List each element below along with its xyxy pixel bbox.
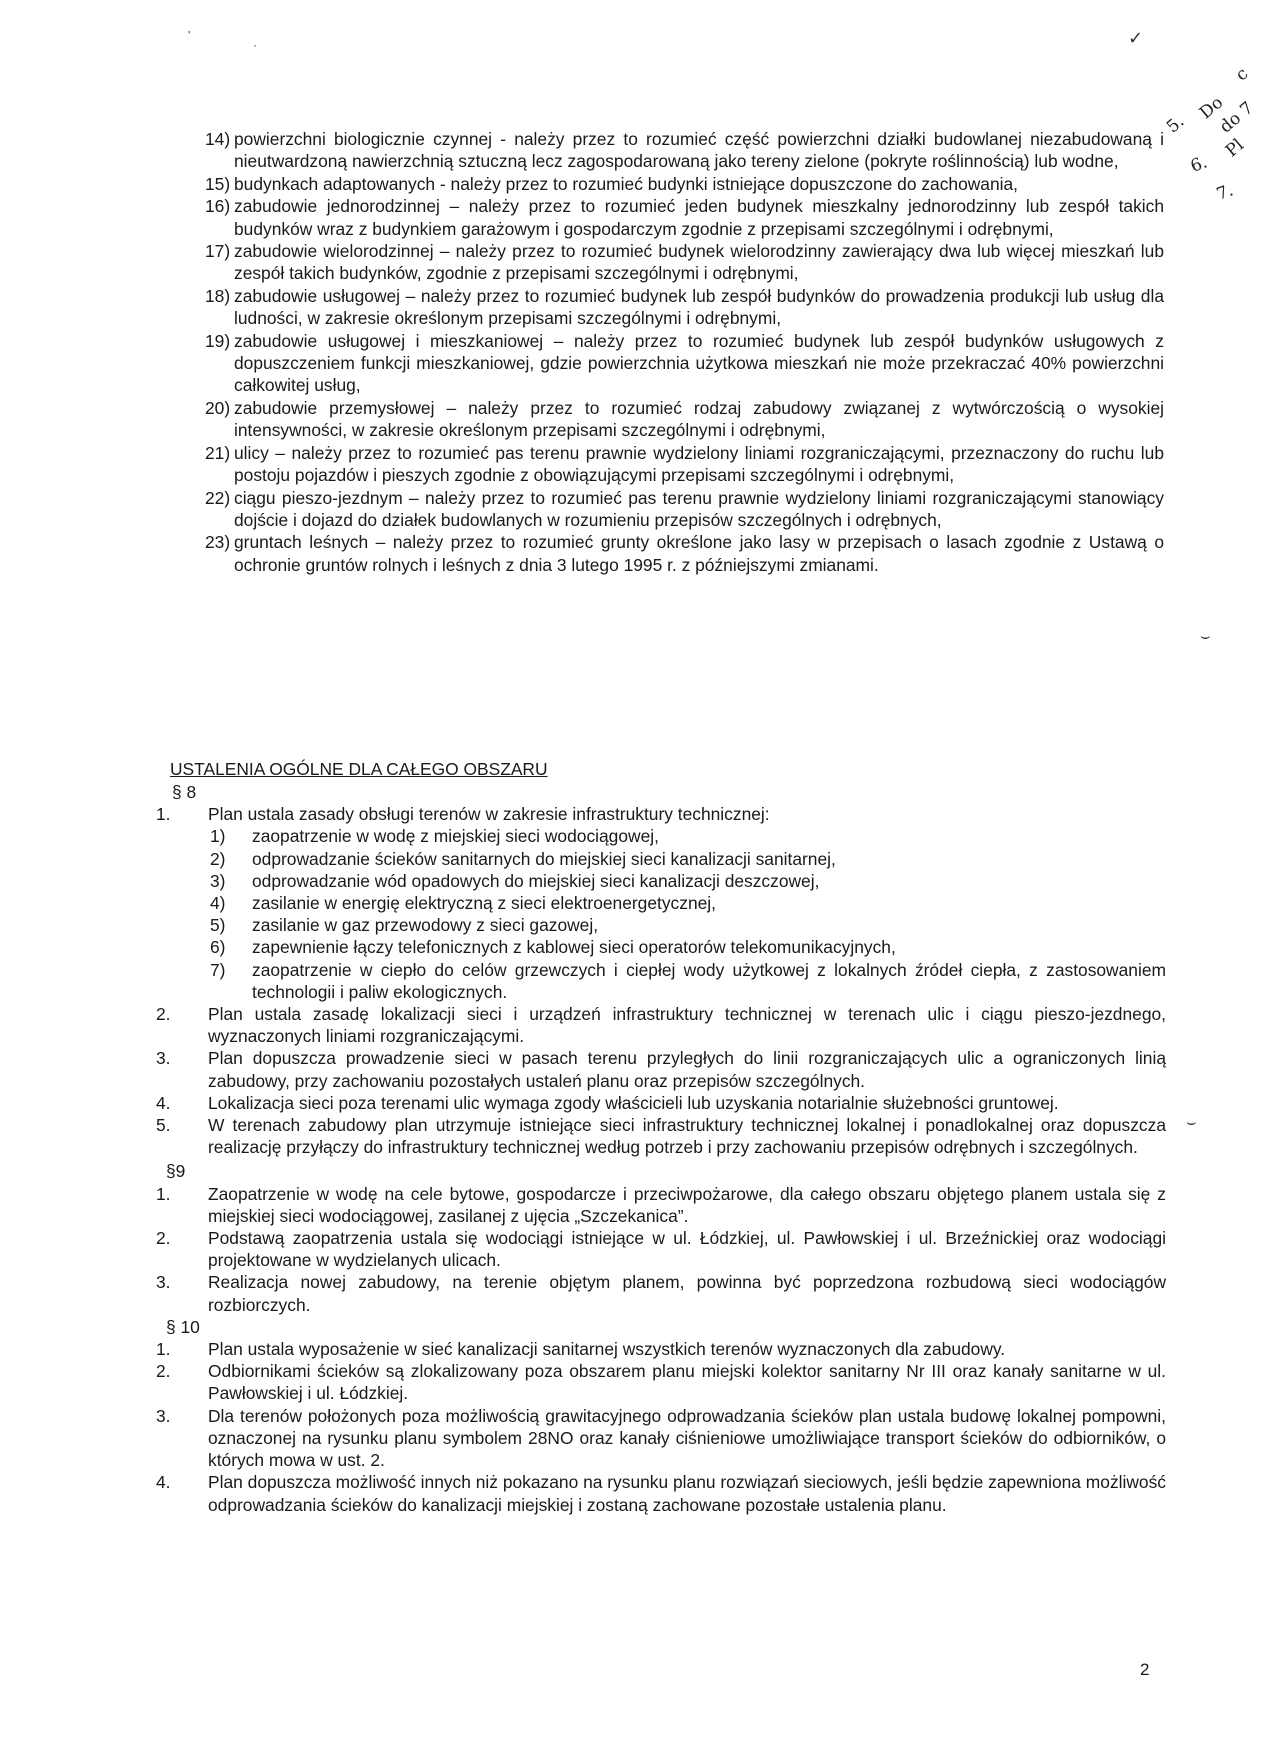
clause-number: 1.	[156, 1183, 171, 1204]
definition-item	[174, 442, 1164, 487]
clause-text: Podstawą zaopatrzenia ustala się wodociągi istniejące w ul. Łódzkiej, ul. Pawłowskiej i ul. Brzeźnickiej oraz wodociągi projektowane w wydzielanych ulicach.	[208, 1228, 1166, 1271]
clause-text: W terenach zabudowy plan utrzymuje istniejące sieci infrastruktury technicznej lokalnej i ponadlokalnej oraz dopuszcza realizację przyłączy do infrastruktury technicznej według potrzeb i przy zachowaniu przepisów odrębnych i szczególnych.	[208, 1115, 1166, 1158]
clause	[156, 1271, 1166, 1315]
clause-number: 3.	[156, 1405, 171, 1426]
sub-item-text: zasilanie w energię elektryczną z sieci elektroenergetycznej,	[252, 893, 716, 914]
sub-item-number: 7)	[210, 959, 226, 980]
margin-tick: ⌣	[1200, 628, 1211, 645]
sub-item-number: 1)	[210, 826, 226, 847]
clause-text: Plan ustala zasady obsługi terenów w zakresie infrastruktury technicznej:	[208, 804, 770, 825]
definition-item	[174, 240, 1164, 285]
item-text: ciągu pieszo-jezdnym – należy przez to rozumieć pas terenu prawnie wydzielony liniami rozgraniczającymi stanowiący dojście i dojazd do działek budowlanych w rozumieniu przepisów szczególnych i odrębnych,	[234, 487, 1164, 530]
scan-dot: ʹ	[188, 28, 191, 42]
sub-item-text: zaopatrzenie w ciepło do celów grzewczych i ciepłej wody użytkowej z lokalnych źródeł ciepła, z zastosowaniem technologii i paliw ekologicznych.	[252, 959, 1166, 1002]
clause-number: 2.	[156, 1228, 171, 1249]
margin-note: 5.	[1163, 111, 1189, 138]
clause	[156, 1003, 1166, 1047]
clause	[156, 1092, 1166, 1114]
clause-number: 2.	[156, 1004, 171, 1025]
sub-item	[156, 914, 1166, 936]
clause-text: Plan dopuszcza prowadzenie sieci w pasach terenu przyległych do linii rozgraniczających ulic a ograniczonych linią zabudowy, przy zachowaniu pozostałych ustaleń planu oraz przepisów szczególnych.	[208, 1048, 1166, 1091]
sub-item	[156, 825, 1166, 847]
paragraph-8	[156, 781, 1166, 1516]
definitions-list	[174, 128, 1164, 576]
item-number: 22)	[205, 487, 231, 508]
item-text: zabudowie jednorodzinnej – należy przez to rozumieć jeden budynek mieszkalny jednorodzinny lub zespół takich budynków wraz z budynkiem garażowym i gospodarczym zgodnie z przepisami szczególnymi i odrębnymi,	[234, 196, 1164, 239]
item-number: 21)	[205, 442, 231, 463]
sub-item-number: 4)	[210, 893, 226, 914]
section-heading: § 10	[166, 1316, 200, 1337]
section-heading: § 8	[172, 782, 197, 802]
scan-mark: ✓	[1128, 28, 1144, 48]
margin-note: Pl	[1222, 135, 1248, 162]
sub-item-text: odprowadzanie ścieków sanitarnych do miejskiej sieci kanalizacji sanitarnej,	[252, 848, 836, 869]
item-text: powierzchni biologicznie czynnej - należy przez to rozumieć część powierzchni działki budowlanej niezabudowaną i nieutwardzoną nawierzchnią sztuczną lecz zagospodarowaną jako tereny zielone (pokryte roślinnością) lub wodne,	[234, 129, 1164, 172]
item-number: 23)	[205, 532, 231, 553]
clause-text: Plan ustala zasadę lokalizacji sieci i urządzeń infrastruktury technicznej w terenach ulic i ciągu pieszo-jezdnego, wyznaczonych liniami rozgraniczającymi.	[208, 1004, 1166, 1047]
item-number: 17)	[205, 241, 231, 262]
clause-text: Zaopatrzenie w wodę na cele bytowe, gospodarcze i przeciwpożarowe, dla całego obszaru objętego planem ustala się z miejskiej sieci wodociągowej, zasilanej z ujęcia „Szczekanica”.	[208, 1183, 1166, 1226]
clause-text: Lokalizacja sieci poza terenami ulic wymaga zgody właścicieli lub uzyskania notarialnie służebności gruntowej.	[208, 1092, 1059, 1113]
item-number: 19)	[205, 330, 231, 351]
definition-item	[174, 195, 1164, 240]
clause	[156, 1405, 1166, 1472]
margin-note: c	[1232, 63, 1253, 86]
sub-item-number: 2)	[210, 848, 226, 869]
item-text: zabudowie usługowej i mieszkaniowej – należy przez to rozumieć budynek lub zespół budynków usługowych z dopuszczeniem funkcji mieszkaniowej, gdzie powierzchnia użytkowa mieszkań nie może przekraczać 40% powierzchni całkowitej usług,	[234, 330, 1164, 396]
sub-item-number: 5)	[210, 915, 226, 936]
definition-item	[174, 487, 1164, 532]
sub-item	[156, 892, 1166, 914]
item-text: budynkach adaptowanych - należy przez to rozumieć budynki istniejące dopuszczone do zachowania,	[234, 173, 1019, 194]
clause-number: 4.	[156, 1092, 171, 1113]
clause-text: Realizacja nowej zabudowy, na terenie objętym planem, powinna być poprzedzona rozbudową sieci wodociągów rozbiorczych.	[208, 1272, 1166, 1315]
item-text: ulicy – należy przez to rozumieć pas terenu prawnie wydzielony liniami rozgraniczającymi, przeznaczony do ruchu lub postoju pojazdów i pieszych zgodnie z obowiązującymi przepisami szczególnymi i odrębnymi,	[234, 442, 1164, 486]
clause-number: 2.	[156, 1361, 171, 1382]
item-text: zabudowie usługowej – należy przez to rozumieć budynek lub zespół budynków do prowadzenia produkcji lub usług dla ludności, w zakresie określonym przepisami szczególnymi i odrębnymi,	[234, 285, 1164, 329]
definition-item	[174, 531, 1164, 576]
clause-text: Plan dopuszcza możliwość innych niż pokazano na rysunku planu rozwiązań sieciowych, jeśli będzie zapewniona możliwość odprowadzania ścieków do kanalizacji miejskiej i zostaną zachowane pozostałe ustalenia planu.	[208, 1472, 1166, 1515]
item-text: zabudowie wielorodzinnej – należy przez to rozumieć budynek wielorodzinny zawierający dwa lub więcej mieszkań lub zespół takich budynków, zgodnie z przepisami szczególnymi i odrębnymi,	[234, 241, 1164, 284]
clause	[156, 1338, 1166, 1360]
sub-item-text: zaopatrzenie w wodę z miejskiej sieci wodociągowej,	[252, 826, 659, 847]
item-number: 20)	[205, 397, 231, 418]
clause-number: 1.	[156, 1339, 171, 1360]
sub-item	[156, 936, 1166, 958]
section-heading: §9	[166, 1161, 186, 1182]
clause-text: Plan ustala wyposażenie w sieć kanalizacji sanitarnej wszystkich terenów wyznaczonych dla zabudowy.	[208, 1339, 1006, 1360]
definition-item	[174, 128, 1164, 173]
clause-text: Dla terenów położonych poza możliwością grawitacyjnego odprowadzania ścieków plan ustala budowę lokalnej pompowni, oznaczonej na rysunku planu symbolem 28NO oraz kanały ciśnieniowe umożliwiające transport ścieków do odbiorników, o których mowa w ust. 2.	[208, 1405, 1166, 1471]
item-text: gruntach leśnych – należy przez to rozumieć grunty określone jako lasy w przepisach o lasach zgodnie z Ustawą o ochronie gruntów rolnych i leśnych z dnia 3 lutego 1995 r. z późniejszymi zmianami.	[234, 532, 1164, 575]
margin-note: 6.	[1188, 152, 1211, 177]
margin-note: do 7	[1216, 97, 1258, 138]
sub-item-text: zapewnienie łączy telefonicznych z kablowej sieci operatorów telekomunikacyjnych,	[252, 937, 896, 958]
sub-item	[156, 848, 1166, 870]
sub-item-number: 3)	[210, 870, 226, 891]
scan-dot: ·	[253, 38, 257, 52]
margin-tick: ⌣	[1186, 1114, 1197, 1131]
definition-item	[174, 173, 1164, 195]
item-number: 18)	[205, 285, 231, 306]
section-title: USTALENIA OGÓLNE DLA CAŁEGO OBSZARU	[170, 759, 548, 779]
definition-item	[174, 330, 1164, 397]
clause	[156, 1114, 1166, 1158]
clause-number: 5.	[156, 1115, 171, 1136]
sub-item-number: 6)	[210, 937, 226, 958]
clause-number: 3.	[156, 1048, 171, 1069]
clause-number: 1.	[156, 804, 171, 825]
item-number: 15)	[205, 173, 231, 194]
clause	[156, 803, 1166, 825]
clause	[156, 1047, 1166, 1091]
clause	[156, 1227, 1166, 1271]
margin-note: 7.	[1214, 180, 1237, 205]
clause	[156, 1360, 1166, 1404]
item-text: zabudowie przemysłowej – należy przez to rozumieć rodzaj zabudowy związanej z wytwórczością o wysokiej intensywności, w zakresie określonym przepisami szczególnymi i odrębnymi,	[234, 397, 1164, 441]
clause-number: 4.	[156, 1472, 171, 1493]
item-number: 14)	[205, 129, 231, 149]
sub-item	[156, 870, 1166, 892]
sub-item-text: zasilanie w gaz przewodowy z sieci gazowej,	[252, 915, 599, 936]
clause-number: 3.	[156, 1272, 171, 1293]
definition-item	[174, 285, 1164, 330]
margin-note: Do	[1196, 92, 1228, 124]
sub-item	[156, 959, 1166, 1003]
sub-item-text: odprowadzanie wód opadowych do miejskiej sieci kanalizacji deszczowej,	[252, 870, 820, 891]
page-number: 2	[1140, 1660, 1150, 1679]
definition-item	[174, 397, 1164, 442]
clause-text: Odbiornikami ścieków są zlokalizowany poza obszarem planu miejski kolektor sanitarny Nr III oraz kanały sanitarne w ul. Pawłowskiej i ul. Łódzkiej.	[208, 1361, 1166, 1404]
clause	[156, 1183, 1166, 1227]
clause	[156, 1471, 1166, 1515]
item-number: 16)	[205, 196, 231, 217]
